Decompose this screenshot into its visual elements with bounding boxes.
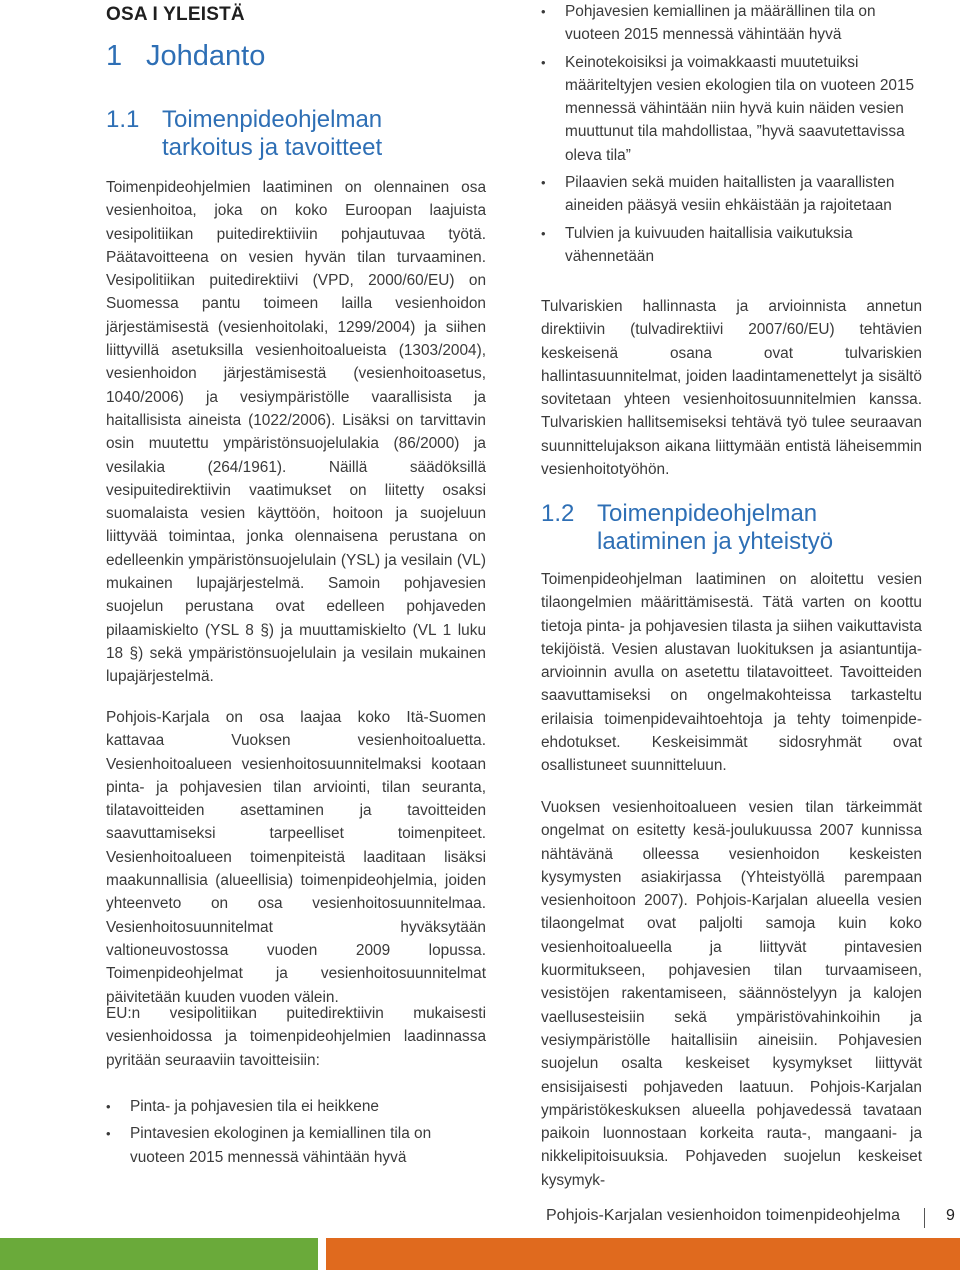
section-label: OSA I YLEISTÄ — [106, 4, 245, 25]
footer-title: Pohjois-Karjalan vesienhoidon toimenpideohjelma — [546, 1207, 900, 1224]
paragraph: Pohjois-Karjala on osa laajaa koko Itä-Suomen kattavaa Vuoksen vesienhoitoaluetta. Vesienhoitoalueen vesienhoitosuunnitelmaksi kootaan pinta- ja pohjavesien tilan arviointi, tilan seuranta, tilatavoitteiden asettaminen ja tavoitteiden saavuttamiseksi tarpeelliset toimenpiteet. Vesienhoitoalueen toimenpiteistä laaditaan lisäksi maakunnallisia (alueellisia) toimenpideohjelmia, joiden yhteenveto on osa vesienhoitosuunnitelmaa. Vesienhoitosuunnitelmat hyväksytään valtioneuvostossa vuoden 2009 lopussa. Toimenpideohjelmat ja vesienhoitosuunnitelmat päivitetään kuuden vuoden välein. — [106, 709, 486, 1006]
paragraph: Toimenpideohjelman laatiminen on aloitettu vesien tilaongelmien määrittämisestä. Tätä varten on koottu tietoja pinta- ja pohjavesien tilasta ja siihen vaikuttavista tekijöistä. Vesien alustavan luokituksen ja asiantuntija-arvioinnin avulla on asetettu tilatavoitteet. Tavoitteiden saavuttamiseksi on ongelmakohteissa tarkasteltu erilaisia toimenpidevaihtoehtoja ja tehty toimenpide-ehdotukset. Keskeisimmät sidosryhmät ovat osallistuneet suunnitteluun. — [541, 571, 922, 775]
page-number: 9 — [946, 1207, 955, 1224]
chapter-title: Johdanto — [146, 40, 266, 72]
section-1-2-heading — [541, 500, 922, 556]
section-title-line-2: laatiminen ja yhteistyö — [597, 528, 834, 555]
paragraph: Toimenpideohjelmien laatiminen on olennainen osa vesienhoitoa, joka on koko Euroopan laajuista vesipolitiikan puitedirektiiviin pohjautuvaa työtä. Päätavoitteena on vesien hyvän tilan turvaaminen. Vesipolitiikan puitedirektiivi (VPD, 2000/60/EU) on Suomessa pantu toimeen lailla vesienhoidon järjestämisestä (vesienhoitolaki, 1299/2004) ja siihen liittyvillä asetuksilla vesienhoitoalueista (1303/2004), vesienhoidon järjestämisestä (vesienhoitoasetus, 1040/2006) ja vesiympäristölle vaarallisista ja haitallisista aineista (1022/2006). Lisäksi on tarvittavin osin muutettu ympäristönsuojelulakia (86/2000) ja vesilakia (264/1961). Näillä säädöksillä vesipuitedirektiivin vaatimukset on liitetty osaksi suomalaista vesien käyttöön, hoitoon ja suojeluun liittyvää toimintaa, jonka olennaisena perustana on edelleenkin ympäristönsuojelulain (YSL) ja vesilain (VL) mukainen lupajärjestelmä. Samoin pohjavesien suojelun perustana ovat edelleen pohjaveden pilaamiskielto (YSL 8 §) ja muuttamiskielto (VL 1 luku 18 §) sekä ympäristönsuojelulain ja vesilain mukainen lupajärjestelmä. — [106, 179, 486, 686]
section-number: 1.2 — [541, 500, 575, 527]
footer-divider — [924, 1208, 925, 1228]
list-item: • Pohjavesien kemiallinen ja määrällinen tila on vuoteen 2015 mennessä vähintään hyvä — [541, 0, 922, 47]
section-1-1-heading — [106, 106, 486, 162]
paragraph: EU:n vesipolitiikan puitedirektiivin mukaisesti vesienhoidossa ja toimenpideohjelmien laadinnassa pyritään seuraaviin tavoitteisiin: — [106, 1005, 486, 1069]
section-number: 1.1 — [106, 106, 140, 133]
paragraph: Vuoksen vesienhoitoalueen vesien tilan tärkeimmät ongelmat on esitetty kesä-joulukuussa 2007 kunnissa nähtävänä olleessa vesienhoidon keskeisten kysymysten asiakirjassa (Yhteistyöllä parempaan vesienhoitoon 2007). Pohjois-Karjalan alueella vesien tilaongelmat ovat paljolti samoja kuin koko vesienhoitoalueella ja liittyvät pintavesien kuormitukseen, pohjavesien tilan turvaamiseen, vesistöjen rakentamiseen, säännöstelyyn ja kalojen vaellusesteisiin sekä ympäristövahinkoihin ja vesiympäristölle haitallisiin aineisiin. Pohjavesien suojelun osalta keskeiset kysymykset liittyvät ensisijaisesti pohjaveden laatuun. Pohjois-Karjalan ympäristökeskuksen alueella pohjavedessä tavataan paikoin luonnostaan korkeita rauta-, mangaani- ja nikkelipitoisuuksia. Pohjaveden suojelun keskeiset kysymyk- — [541, 799, 922, 1189]
chapter-number: 1 — [106, 40, 123, 72]
goal-list-continued — [541, 0, 922, 268]
section-title-line-1: Toimenpideohjelman — [162, 106, 383, 133]
paragraph: Tulvariskien hallinnasta ja arvioinnista annetun direktiivin (tulvadirektiivi 2007/60/EU) tehtävien keskeisenä osana ovat tulvariskien hallintasuunnitelmat, joiden laadintamenettelyt ja sisältö sovitetaan yhteen vesienhoitosuunnitelmien kanssa. Tulvariskien hallitsemiseksi tehtävä työ tulee seuraavan suunnittelujakson aikana liittymään entistä läheisemmin vesienhoitotyöhön. — [541, 298, 922, 479]
section-title-line-2: tarkoitus ja tavoitteet — [162, 134, 383, 161]
list-item: • Pinta- ja pohjavesien tila ei heikkene — [106, 1095, 486, 1118]
goal-list — [106, 1095, 486, 1169]
footer-band-green — [0, 1238, 318, 1270]
footer-band-orange — [326, 1238, 960, 1270]
list-item: • Pintavesien ekologinen ja kemiallinen tila on vuoteen 2015 mennessä vähintään hyvä — [106, 1122, 486, 1169]
list-item: • Pilaavien sekä muiden haitallisten ja vaarallisten aineiden pääsyä vesiin ehkäistään ja rajoitetaan — [541, 171, 922, 218]
chapter-heading — [106, 40, 265, 73]
list-item: • Tulvien ja kuivuuden haitallisia vaikutuksia vähennetään — [541, 222, 922, 269]
section-title-line-1: Toimenpideohjelman — [597, 500, 818, 527]
list-item: • Keinotekoisiksi ja voimakkaasti muutetuiksi määriteltyjen vesien ekologien tila on vuoteen 2015 mennessä vähintään niin hyvä kuin näiden vesien muuttunut tila mahdollistaa, ”hyvä saavutettavissa oleva tila” — [541, 51, 922, 167]
